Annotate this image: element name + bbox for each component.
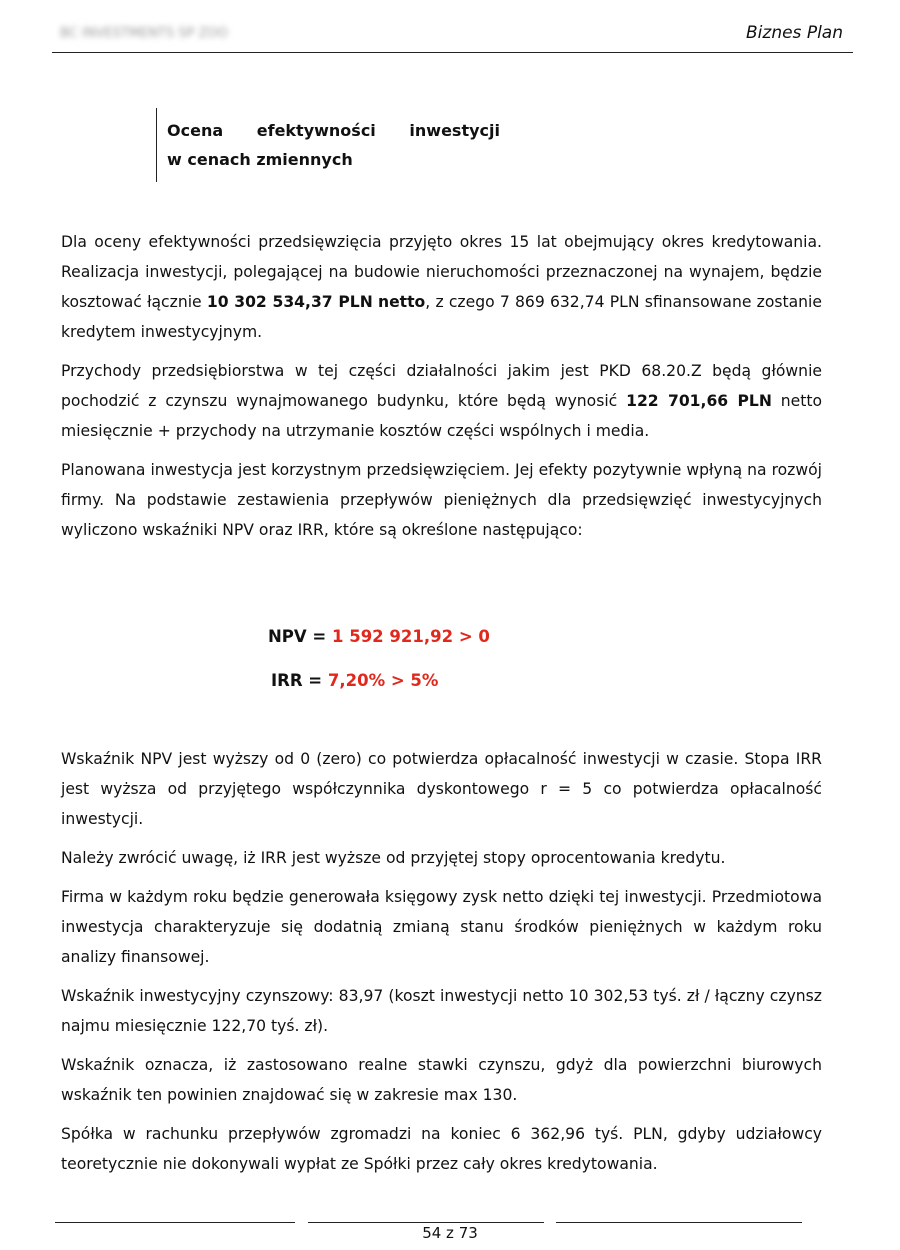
monthly-rent-amount: 122 701,66 PLN [626, 392, 772, 410]
header-company-name: BC INVESTMENTS SP ZOO [60, 26, 228, 41]
paragraph-rent-index: Wskaźnik inwestycyjny czynszowy: 83,97 (koszt inwestycji netto 10 302,53 tyś. zł / łączny czynsz najmu miesięcznie 122,70 tyś. zł). [61, 987, 822, 1035]
npv-label: NPV = [268, 627, 332, 646]
document-body [61, 227, 822, 1188]
heading-word: efektywności [256, 121, 376, 140]
paragraph-revenue: Przychody przedsiębiorstwa w tej części działalności jakim jest PKD 68.20.Z będą głównie pochodzić z czynszu wynajmowanego budynku, które będą wynosić 122 701,66 PLN netto miesięcznie + przychody na utrzymanie kosztów części wspólnych i media. [61, 362, 823, 440]
section-heading-line2: w cenach zmiennych [167, 150, 353, 169]
heading-word: Ocena [167, 121, 224, 140]
paragraph-cash-flow: Spółka w rachunku przepływów zgromadzi na koniec 6 362,96 tyś. PLN, gdyby udziałowcy teoretycznie nie dokonywali wypłat ze Spółki przez cały okres kredytowania. [61, 1125, 822, 1173]
header-divider [52, 52, 853, 53]
page-number: 54 z 73 [422, 1224, 478, 1242]
paragraph-irr-note: Należy zwrócić uwagę, iż IRR jest wyższe od przyjętej stopy oprocentowania kredytu. [61, 849, 726, 867]
paragraph-profit: Firma w każdym roku będzie generowała księgowy zysk netto dzięki tej inwestycji. Przedmiotowa inwestycja charakteryzuje się dodatnią zmianą stanu środków pieniężnych w każdym roku analizy finansowej. [61, 888, 822, 966]
investment-cost-amount: 10 302 534,37 PLN [206, 293, 373, 311]
section-heading-line1 [167, 116, 500, 145]
header-document-title: Biznes Plan [746, 23, 843, 43]
irr-metric [271, 666, 438, 696]
npv-value: 1 592 921,92 > 0 [332, 627, 490, 646]
netto-label: netto [377, 293, 426, 311]
npv-metric [268, 622, 490, 652]
heading-word: inwestycji [409, 121, 500, 140]
footer-divider [556, 1222, 802, 1223]
paragraph-rent-index-meaning: Wskaźnik oznacza, iż zastosowano realne stawki czynszu, gdyż dla powierzchni biurowych wskaźnik ten powinien znajdować się w zakresie max 130. [61, 1056, 822, 1104]
paragraph-npv-irr-explanation: Wskaźnik NPV jest wyższy od 0 (zero) co potwierdza opłacalność inwestycji w czasie. Stopa IRR jest wyższa od przyjętego współczynnika dyskontowego r = 5 co potwierdza opłacalność inwestycji. [61, 750, 822, 828]
footer-divider [308, 1222, 544, 1223]
footer-divider [55, 1222, 295, 1223]
paragraph-investment-cost: Dla oceny efektywności przedsięwzięcia przyjęto okres 15 lat obejmujący okres kredytowania. Realizacja inwestycji, polegającej na budowie nieruchomości przeznaczonej na wynajem, będzie kosztować łącznie 10 302 534,37 PLN netto, z czego 7 869 632,74 PLN sfinansowane zostanie kredytem inwestycyjnym. [61, 233, 822, 341]
section-heading [156, 108, 500, 182]
paragraph-indicators-intro: Planowana inwestycja jest korzystnym przedsięwzięciem. Jej efekty pozytywnie wpłyną na rozwój firmy. Na podstawie zestawienia przepływów pieniężnych dla przedsięwzięć inwestycyjnych wyliczono wskaźniki NPV oraz IRR, które są określone następująco: [61, 461, 822, 539]
irr-value: 7,20% > 5% [327, 671, 439, 690]
metrics-block [61, 554, 822, 744]
irr-label: IRR = [271, 671, 328, 690]
